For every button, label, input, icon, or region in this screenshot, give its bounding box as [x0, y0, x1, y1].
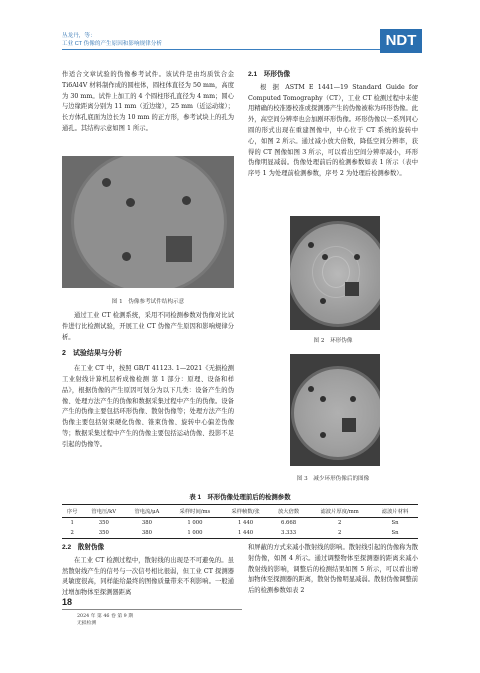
table-1-caption: 表 1 环形伪像处理前后的检测参数	[189, 494, 291, 501]
column-header: 采样帧数/张	[221, 505, 270, 518]
left-column-top	[62, 70, 234, 135]
column-header: 管电压/kV	[82, 505, 125, 518]
table-cell: 1 440	[237, 520, 254, 526]
table-cell: 380	[141, 520, 152, 526]
footer-rule	[62, 609, 242, 610]
subsection-title: 2.1 环形伪像	[248, 71, 291, 78]
table-1	[62, 504, 418, 539]
square-hole-icon	[166, 236, 192, 262]
column-header: 放大倍数	[270, 505, 307, 518]
paragraph: 在工业 CT 中，按照 GB/T 41123. 1—2021《无损检测 工业射线计算机层析成像检测 第 1 部分：原理、设备和样品》，根据伪像的产生原因可划分为以下几类：设备产生的伪像、处理方法产生的伪像和数据采集过程中产生的伪像。设备产生的伪像主要包括环形伪像、散射伪像等；处理方法产生的伪像主要包括射束硬化伪像、锥束伪像、旋转中心偏差伪像等；数据采集过程中产生的伪像主要包括运动伪像、投影不足引起的伪像等。	[62, 365, 234, 448]
square-hole-icon	[345, 282, 359, 296]
header-rule	[62, 49, 418, 50]
hole-icon	[350, 396, 356, 402]
subsection-title: 2.2 散射伪像	[62, 544, 105, 551]
table-cell: Sn	[391, 520, 399, 526]
table-cell: Sn	[372, 528, 418, 539]
hole-icon	[322, 254, 328, 260]
section-title: 2 试验结果与分析	[62, 350, 122, 358]
ct-slice	[291, 366, 380, 460]
hole-icon	[320, 298, 326, 304]
hole-icon	[354, 254, 360, 260]
table-cell: 1 000	[187, 520, 203, 526]
table-cell: 380	[125, 528, 168, 539]
hole-icon	[320, 432, 326, 438]
figure-3-caption: 图 3 减少环形伪像后的图像	[296, 476, 370, 482]
paragraph: 通过工业 CT 检测系统，采用不同检测参数对伪像对比试件进行比检测试验，开展工业 CT 伪像产生原因和影响规律分析。	[62, 312, 234, 341]
square-hole-icon	[342, 418, 356, 432]
table-cell: 3.333	[270, 528, 307, 539]
table-cell: 350	[82, 528, 125, 539]
figure-2-caption: 图 2 环形伪像	[313, 338, 353, 344]
hole-icon	[126, 198, 135, 207]
hole-icon	[308, 386, 314, 392]
right-column-bottom	[248, 543, 418, 597]
table-cell: 350	[98, 520, 109, 526]
paragraph: 和屏蔽的方式来减小散射线的影响。散射线引起的伪像称为散射伪像，如图 4 所示。通过调整物体至探测器的距离来减小散射线的影响，调整后的检测结果如图 5 所示，可以看出增加物体至探测器的距离，散射伪像明显减弱。散射伪像调整前后的检测参数如表 2	[248, 544, 419, 595]
hole-icon	[308, 242, 314, 248]
column-header: 滤波片厚度/mm	[307, 505, 372, 518]
left-column-bottom	[62, 543, 234, 599]
table-cell: 6.668	[280, 520, 297, 526]
table-cell: 2	[307, 528, 372, 539]
column-header: 管电流/μA	[125, 505, 168, 518]
page-number: 18	[62, 597, 73, 607]
left-column-mid	[62, 311, 234, 451]
table-row	[62, 518, 418, 529]
figure-3-image	[290, 354, 380, 466]
table-cell: 1 000	[169, 528, 222, 539]
paragraph: 根 据 ASTM E 1441—19 Standard Guide for Computed Tomography（CT），工业 CT 检测过程中未使用精确的校准器校准或探测器产生的伪像被称为环形伪像。此外，高空间分辨率也会加剧环形伪像。环形伪像以一系列同心圆的形式出现在重建图像中，中心位于 CT 系统的旋转中心，如图 2 所示。通过减小放大倍数，降低空间分辨率，获得的 CT 图像如图 3 所示，可以看出空间分辨率减小，环形伪像明显减弱。伪像处理前后的检测参数如表 1 所示（表中序号 1 为处理前检测参数，序号 2 为处理后检测参数）。	[248, 83, 419, 178]
right-column-top	[248, 70, 418, 180]
figure-2-image	[290, 216, 380, 330]
column-header: 滤波片材料	[372, 505, 418, 518]
column-header: 采样时间/ms	[169, 505, 222, 518]
hole-icon	[102, 178, 111, 187]
table-cell: 1	[70, 520, 74, 526]
column-header: 序号	[62, 505, 82, 518]
journal-name: 无损检测	[77, 621, 97, 626]
table-header-row	[62, 505, 418, 518]
running-title: 工业 CT 伪像的产生原因和影响规律分析	[62, 41, 162, 47]
journal-issue: 2024 年 第 46 卷 第 9 期	[77, 614, 134, 619]
hole-icon	[320, 396, 326, 402]
paragraph: 作适合文章试验的伪像参考试件。该试件是由均质钛合金 Ti6Al4V 材料制作成的圆柱体，圆柱体直径为 50 mm，高度为 30 mm。试件上加工的 4 个圆柱形孔直径为 4 mm；圆心与边缘距离分别为 11 mm（近边缘），25 mm（近运动缘）；长方体孔底面为边长为 10 mm 的正方形，参考试块上的孔为通孔。其结构示意如图 1 所示。	[62, 71, 234, 132]
table-cell: 2	[337, 520, 342, 526]
figure-1-photo	[62, 156, 234, 288]
hole-icon	[122, 252, 131, 261]
table-cell: 1 440	[221, 528, 270, 539]
running-authors: 丛龙丹，等：	[62, 33, 96, 39]
specimen-disc	[74, 156, 224, 288]
table-row	[62, 528, 418, 539]
hole-icon	[182, 196, 191, 205]
figure-1-caption: 图 1 伪像参考试件结构示意	[111, 299, 185, 305]
journal-logo: NDT	[380, 29, 422, 53]
table-cell: 2	[62, 528, 82, 539]
paragraph: 在工业 CT 检测过程中，散射线的出现是不可避免的。虽然散射线产生的信号与一次信号相比很弱，但工业 CT 探测器灵敏度很高，同样能给最终的图像质量带来不利影响。一般通过增加物体至探测器距离	[62, 556, 234, 597]
